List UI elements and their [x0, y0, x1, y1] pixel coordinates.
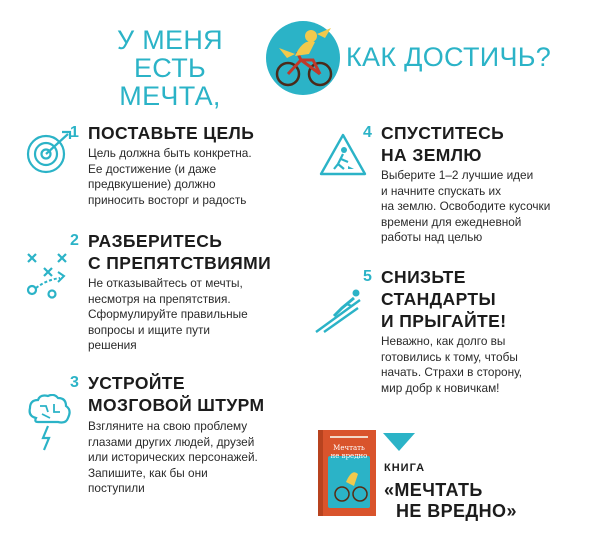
step-title-line: НА ЗЕМЛЮ — [381, 145, 482, 165]
step-text — [381, 168, 550, 246]
step-text — [88, 419, 258, 497]
step-text-line: работы над целью — [381, 230, 483, 244]
step-text-line: предвкушение) должно — [88, 177, 216, 191]
step-text-line: приносить восторг и радость — [88, 192, 247, 207]
step-text-line: мир добр к новичкам! — [381, 380, 500, 395]
step-text-line: Выберите 1–2 лучшие идеи — [381, 168, 534, 182]
step-title — [88, 230, 271, 274]
header-right: КАК ДОСТИЧЬ? — [346, 42, 552, 72]
book-title — [384, 480, 517, 522]
header-line-1: У МЕНЯ — [117, 25, 223, 55]
ski-jump-icon — [312, 286, 364, 336]
book-title-line: «МЕЧТАТЬ — [384, 480, 483, 500]
brain-icon — [26, 394, 72, 454]
chevron-down-icon — [383, 433, 415, 451]
step-text — [88, 146, 252, 208]
step-text-line: и начните спускать их — [381, 183, 502, 198]
step-title — [88, 372, 265, 416]
step-number: 5 — [363, 268, 372, 285]
step-text-line: времени для ежедневной — [381, 214, 522, 229]
step-text-line: несмотря на препятствия. — [88, 291, 231, 306]
cyclist-illustration — [265, 20, 341, 96]
book-cover — [318, 430, 376, 516]
tactics-icon — [24, 250, 74, 300]
step-text-line: поступили — [88, 481, 145, 495]
book-cover-title: Мечтать не вредно — [330, 444, 368, 460]
header-line-2: ЕСТЬ МЕЧТА, — [119, 53, 221, 111]
step-title-line: СНИЗЬТЕ — [381, 267, 466, 287]
step-title-line: И ПРЫГАЙТЕ! — [381, 311, 507, 331]
step-text-line: Неважно, как долго вы — [381, 334, 506, 348]
step-text-line: или исторических персонажей. — [88, 450, 258, 464]
step-text-line: глазами других людей, друзей — [88, 434, 255, 449]
step-title — [88, 122, 254, 144]
step-title — [381, 122, 504, 166]
step-text-line: Запишите, как бы они — [88, 465, 208, 480]
step-text-line: решения — [88, 338, 137, 352]
target-icon — [24, 126, 74, 176]
step-title-line: РАЗБЕРИТЕСЬ — [88, 231, 223, 251]
step-text-line: Цель должна быть конкретна. — [88, 146, 252, 160]
step-title-line: ПОСТАВЬТЕ ЦЕЛЬ — [88, 123, 255, 143]
book-label: КНИГА — [384, 462, 426, 474]
step-text-line: Сформулируйте правильные — [88, 307, 248, 321]
step-title-line: СТАНДАРТЫ — [381, 289, 497, 309]
step-number: 2 — [70, 232, 79, 249]
step-title-line: УСТРОЙТЕ — [88, 373, 185, 393]
step-text-line: Ее достижение (и даже — [88, 161, 217, 176]
step-text-line: Взгляните на свою проблему — [88, 419, 248, 433]
step-text-line: Не отказывайтесь от мечты, — [88, 276, 243, 290]
step-text — [88, 276, 248, 354]
step-number: 1 — [70, 124, 79, 141]
step-title-line: С ПРЕПЯТСТВИЯМИ — [88, 253, 272, 273]
step-text-line: начать. Страхи в сторону, — [381, 365, 523, 379]
step-text-line: готовились к тому, чтобы — [381, 349, 518, 364]
step-number: 4 — [363, 124, 372, 141]
step-title-line: МОЗГОВОЙ ШТУРМ — [88, 395, 265, 415]
step-title-line: СПУСТИТЕСЬ — [381, 123, 505, 143]
book-title-line: НЕ ВРЕДНО» — [396, 501, 517, 521]
header-left — [82, 26, 258, 110]
roadwork-sign-icon — [318, 132, 368, 178]
step-number: 3 — [70, 374, 79, 391]
step-text — [381, 334, 522, 396]
step-text-line: вопросы и ищите пути — [88, 322, 211, 337]
step-title — [381, 266, 506, 332]
step-text-line: на землю. Освободите кусочки — [381, 199, 551, 213]
